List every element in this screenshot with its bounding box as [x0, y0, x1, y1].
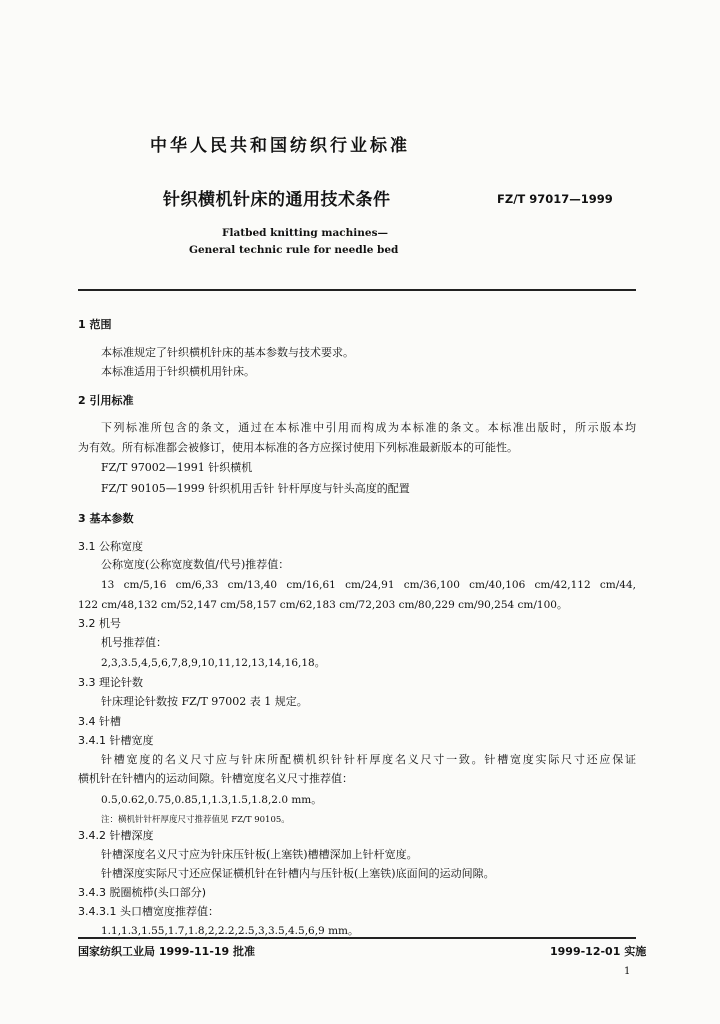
section-3-4-2-line-2: 针槽深度实际尺寸还应保证横机针在针槽内与压针板(上塞铁)底面间的运动间隙。 — [101, 867, 495, 880]
section-1-paragraph-1: 本标准规定了针织横机针床的基本参数与技术要求。 — [101, 346, 354, 359]
approval-line: 国家纺织工业局 1999-11-19 批准 — [78, 945, 256, 958]
english-title-line-2: General technic rule for needle bed — [189, 244, 399, 256]
section-2-paragraph-line-2: 为有效。所有标准都会被修订，使用本标准的各方应探讨使用下列标准最新版本的可能性。 — [78, 441, 518, 454]
section-3-4-1-line-1: 针槽宽度的名义尺寸应与针床所配横机织针针杆厚度名义尺寸一致。针槽宽度实际尺寸还应保证 — [101, 753, 636, 766]
reference-2: FZ/T 90105—1999 针织机用舌针 针杆厚度与针头高度的配置 — [101, 482, 410, 495]
section-3-1-intro: 公称宽度(公称宽度数值/代号)推荐值： — [101, 558, 290, 571]
header-rule — [78, 289, 636, 291]
section-3-4-3-1-heading: 3.4.3.1 头口槽宽度推荐值： — [78, 905, 219, 918]
section-2-heading: 2 引用标准 — [78, 394, 134, 407]
nominal-width-values-line-1: 13 cm/5,16 cm/6,33 cm/13,40 cm/16,61 cm/24,91 cm/36,100 cm/40,106 cm/42,112 cm/44, — [101, 579, 636, 591]
section-1-heading: 1 范围 — [78, 318, 112, 331]
gauge-values: 2,3,3.5,4,5,6,7,8,9,10,11,12,13,14,16,18。 — [101, 657, 326, 669]
section-3-4-1-heading: 3.4.1 针槽宽度 — [78, 734, 154, 747]
footer-rule — [78, 937, 636, 939]
reference-1: FZ/T 97002—1991 针织横机 — [101, 461, 253, 474]
document-title: 针织横机针床的通用技术条件 — [163, 190, 391, 210]
section-3-heading: 3 基本参数 — [78, 512, 134, 525]
org-title: 中华人民共和国纺织行业标准 — [150, 136, 410, 156]
section-3-2-intro: 机号推荐值： — [101, 636, 167, 649]
section-3-4-3-heading: 3.4.3 脱圈梳栉(头口部分) — [78, 886, 207, 899]
section-2-paragraph-line-1: 下列标准所包含的条文，通过在本标准中引用而构成为本标准的条文。本标准出版时，所示版本均 — [101, 421, 636, 434]
section-3-4-2-line-1: 针槽深度名义尺寸应为针床压针板(上塞铁)槽槽深加上针杆宽度。 — [101, 848, 418, 861]
section-3-3-heading: 3.3 理论针数 — [78, 676, 143, 689]
section-3-1-heading: 3.1 公称宽度 — [78, 540, 143, 553]
section-3-4-1-note: 注：横机针针杆厚度尺寸推荐值见 FZ/T 90105。 — [101, 815, 290, 825]
section-3-4-1-line-2: 横机针在针槽内的运动间隙。针槽宽度名义尺寸推荐值： — [78, 772, 353, 785]
slot-width-values: 0.5,0.62,0.75,0.85,1,1.3,1.5,1.8,2.0 mm。 — [101, 794, 322, 806]
head-slot-width-values: 1.1,1.3,1.55,1.7,1.8,2,2.2,2.5,3,3.5,4.5,6,9 mm。 — [101, 925, 359, 937]
section-3-3-text: 针床理论针数按 FZ/T 97002 表 1 规定。 — [101, 695, 308, 708]
page-number: 1 — [624, 966, 631, 977]
effective-date: 1999-12-01 实施 — [550, 945, 647, 958]
document-number: FZ/T 97017—1999 — [497, 192, 613, 206]
section-3-4-2-heading: 3.4.2 针槽深度 — [78, 829, 154, 842]
english-title-line-1: Flatbed knitting machines— — [222, 227, 388, 239]
section-1-paragraph-2: 本标准适用于针织横机用针床。 — [101, 365, 255, 378]
nominal-width-values-line-2: 122 cm/48,132 cm/52,147 cm/58,157 cm/62,183 cm/72,203 cm/80,229 cm/90,254 cm/100。 — [78, 599, 568, 611]
section-3-2-heading: 3.2 机号 — [78, 617, 121, 630]
section-3-4-heading: 3.4 针槽 — [78, 715, 121, 728]
